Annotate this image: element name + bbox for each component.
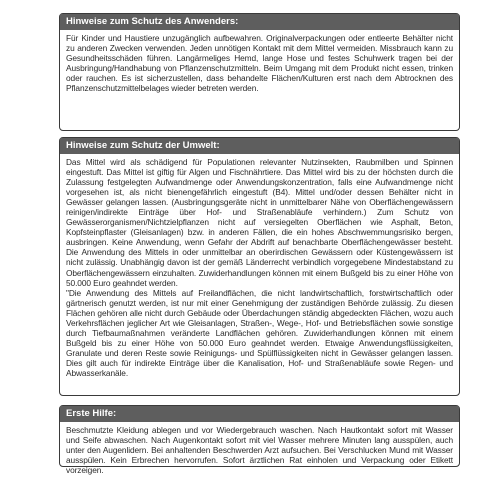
paragraph: Für Kinder und Haustiere unzugänglich aufbewahren. Originalverpackungen oder entleerte Behälter nicht zu anderen Zwecken verwenden. Jeden unnötigen Kontakt mit dem Mittel vermeiden. Missbrauch kann zu Gesundheitsschäden führen. Langärmeliges Hemd, lange Hose und festes Schuhwerk tragen bei der Ausbringung/Handhabung von Pflanzenschutzmitteln. Beim Umgang mit dem Produkt nicht essen, trinken oder rauchen. Es ist sicherzustellen, dass behandelte Flächen/Kulturen erst nach dem Abtrocknen des Pflanzenschutzmittelbelages wieder betreten werden.	[66, 33, 453, 94]
section-first-aid	[59, 405, 460, 476]
section-body	[60, 30, 459, 95]
paragraph: Beschmutzte Kleidung ablegen und vor Wiedergebrauch waschen. Nach Hautkontakt sofort mit Wasser und Seife abwaschen. Nach Augenkontakt sofort mit viel Wasser mehrere Minuten lang ausspülen, auch unter den Augenlidern. Bei anhaltenden Beschwerden Arzt aufsuchen. Bei Verschlucken Mund mit Wasser ausspülen. Kein Erbrechen hervorrufen. Sofort ärztlichen Rat einholen und Verpackung oder Etikett vorzeigen.	[66, 425, 453, 476]
section-environment-protection	[59, 137, 460, 396]
section-user-protection	[59, 13, 460, 131]
section-heading: Hinweise zum Schutz der Umwelt:	[60, 138, 459, 154]
section-body	[60, 154, 459, 380]
section-body	[60, 422, 459, 477]
section-heading: Erste Hilfe:	[60, 406, 459, 422]
section-heading: Hinweise zum Schutz des Anwenders:	[60, 14, 459, 30]
paragraph: "Die Anwendung des Mittels auf Freilandflächen, die nicht landwirtschaftlich, forstwirtschaftlich oder gärtnerisch genutzt werden, ist nur mit einer Genehmigung der zuständigen Behörde zulässig. Zu diesen Flächen gehören alle nicht durch Gebäude oder Überdachungen ständig abgedeckten Flächen, wozu auch Verkehrsflächen jeglicher Art wie Gleisanlagen, Straßen-, Wege-, Hof- und Betriebsflächen sowie sonstige durch Tiefbaumaßnahmen veränderte Landflächen gehören. Zuwiderhandlungen können mit einem Bußgeld bis zu einer Höhe von 50.000 Euro geahndet werden. Etwaige Anwendungsflüssigkeiten, Granulate und deren Reste sowie Reinigungs- und Spülflüssigkeiten nicht in Gewässer gelangen lassen. Dies gilt auch für indirekte Einträge über die Kanalisation, Hof- und Straßenabläufe sowie Regen- und Abwasserkanäle.	[66, 287, 453, 378]
paragraph: Das Mittel wird als schädigend für Populationen relevanter Nutzinsekten, Raubmilben und Spinnen eingestuft. Das Mittel ist giftig für Algen und Fischnährtiere. Das Mittel wird bis zu der höchsten durch die Zulassung festgelegten Aufwandmenge oder Anwendungskonzentration, falls eine Aufwandmenge nicht vorgesehen ist, als nicht bienengefährlich eingestuft (B4). Mittel und/oder dessen Behälter nicht in Gewässer gelangen lassen. (Ausbringungsgeräte nicht in unmittelbarer Nähe von Oberflächengewässern reinigen/indirekte Einträge über Hof- und Straßenabläufe verhindern.) Zum Schutz von Gewässerorganismen/Nichtzielpflanzen nicht auf versiegelten Oberflächen wie Asphalt, Beton, Kopfsteinpflaster (Gleisanlagen) bzw. in anderen Fällen, die ein hohes Abschwemmungsrisiko bergen, ausbringen. Keine Anwendung, wenn Gefahr der Abdrift auf benachbarte Oberflächengewässer besteht. Die Anwendung des Mittels in oder unmittelbar an oberirdischen Gewässern oder Küstengewässern ist nicht zulässig. Unabhängig davon ist der gemäß Länderrecht verbindlich vorgegebene Mindestabstand zu Oberflächengewässern einzuhalten. Zuwiderhandlungen können mit einem Bußgeld bis zu einer Höhe von 50.000 Euro geahndet werden.	[66, 157, 453, 288]
